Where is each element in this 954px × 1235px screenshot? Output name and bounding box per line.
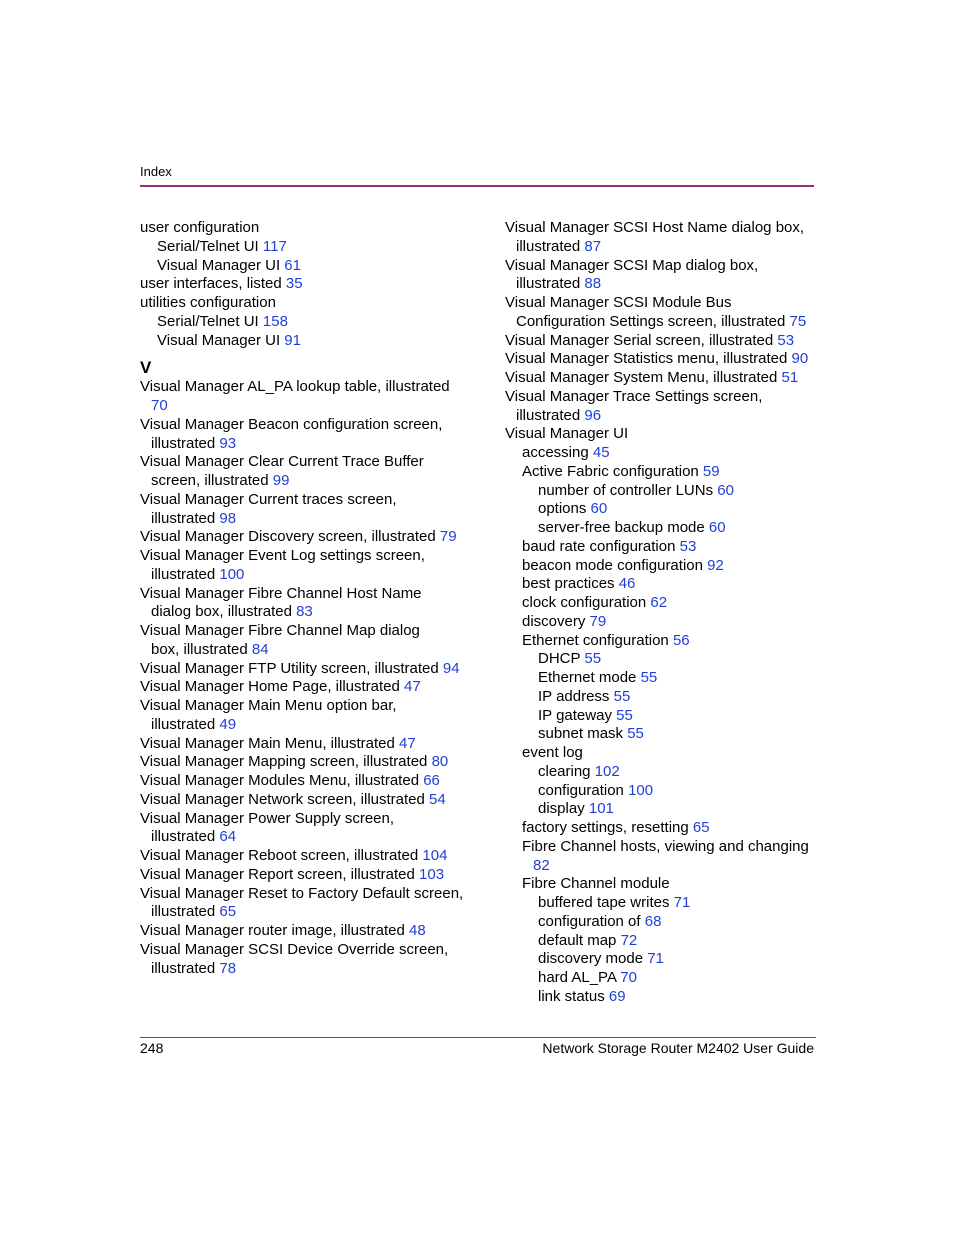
index-entry: Visual Manager Event Log settings screen, [140, 547, 425, 564]
page-link[interactable]: 84 [251, 640, 269, 658]
index-subentry: best practices 46 [522, 575, 636, 593]
index-column-right [505, 219, 815, 1007]
page-link[interactable]: 93 [219, 434, 237, 452]
page-link[interactable]: 75 [789, 312, 807, 330]
page-link[interactable]: 56 [672, 631, 690, 649]
index-subentry: Serial/Telnet UI 117 [157, 237, 287, 255]
index-subsubentry: IP gateway 55 [538, 706, 633, 724]
index-entry: Visual Manager Beacon configuration screen, [140, 415, 443, 433]
index-entry: Visual Manager SCSI Map dialog box, [505, 256, 759, 274]
page-link[interactable]: 55 [640, 669, 658, 686]
index-subentry: discovery 79 [522, 612, 607, 630]
index-subentry: factory settings, resetting 65 [522, 819, 710, 836]
page-link[interactable]: 79 [439, 528, 457, 546]
index-entry-continuation: illustrated 96 [516, 406, 602, 424]
page-link[interactable]: 54 [429, 790, 446, 808]
index-subsubentry: hard AL_PA 70 [538, 969, 637, 986]
page-link[interactable]: 87 [584, 237, 602, 255]
index-subentry: Fibre Channel module [522, 875, 670, 893]
page-link[interactable]: 70 [620, 969, 637, 986]
page-link[interactable]: 82 [533, 856, 550, 874]
page-link[interactable]: 98 [219, 509, 237, 527]
index-entry: Visual Manager System Menu, illustrated 51 [505, 369, 799, 386]
index-entry-continuation: illustrated 98 [151, 509, 237, 527]
index-subsubentry: Ethernet mode 55 [538, 669, 658, 686]
index-subentry: baud rate configuration 53 [522, 537, 697, 555]
index-entry: Visual Manager SCSI Device Override screen, [140, 940, 449, 958]
page-link[interactable]: 72 [620, 931, 638, 949]
index-subsubentry: configuration of 68 [538, 912, 662, 930]
page-link[interactable]: 55 [616, 706, 633, 724]
index-subsubentry: configuration 100 [538, 781, 654, 799]
index-entry: Visual Manager Fibre Channel Host Name [140, 584, 422, 602]
footer-rule [140, 1037, 816, 1038]
page-link[interactable]: 55 [613, 687, 631, 705]
page-link[interactable]: 48 [409, 922, 426, 939]
page-link[interactable]: 70 [151, 397, 168, 414]
index-entry: Visual Manager Trace Settings screen, [505, 387, 763, 405]
page-link[interactable]: 100 [219, 565, 245, 583]
page-link[interactable]: 79 [589, 612, 607, 630]
index-entry-continuation: illustrated 64 [151, 828, 237, 846]
index-entry: Visual Manager Network screen, illustrated 54 [140, 790, 446, 808]
index-subsubentry: DHCP 55 [538, 650, 602, 668]
page-link[interactable]: 60 [717, 481, 734, 499]
index-entry: Visual Manager Main Menu, illustrated 47 [140, 734, 416, 752]
page-link[interactable]: 65 [219, 903, 237, 921]
page-link[interactable]: 94 [442, 659, 460, 677]
page-link[interactable]: 35 [285, 275, 303, 293]
page-link[interactable]: 53 [777, 331, 795, 349]
index-entry-continuation: dialog box, illustrated 83 [151, 603, 313, 621]
index-entry-continuation [140, 397, 470, 416]
index-subsubentry: default map 72 [538, 931, 638, 949]
page-number: 248 [140, 1040, 164, 1056]
book-title: Network Storage Router M2402 User Guide [542, 1040, 814, 1056]
index-entry: Visual Manager Reboot screen, illustrated 104 [140, 847, 448, 864]
index-entry: Visual Manager Serial screen, illustrated 53 [505, 331, 795, 349]
index-entry: user interfaces, listed 35 [140, 275, 303, 293]
index-subsubentry: subnet mask 55 [538, 725, 644, 743]
index-entry-continuation: illustrated 93 [151, 434, 237, 452]
page-link[interactable]: 117 [262, 237, 287, 255]
page-link[interactable]: 104 [422, 847, 448, 864]
page-link[interactable]: 68 [644, 912, 662, 930]
index-entry: Visual Manager UI [505, 425, 629, 443]
index-entry-continuation: illustrated 100 [151, 565, 245, 583]
page-link[interactable]: 53 [679, 537, 697, 555]
running-header: Index [140, 164, 172, 179]
section-letter: V [140, 358, 152, 378]
index-entry-continuation: screen, illustrated 99 [151, 472, 290, 489]
page-link[interactable]: 69 [608, 987, 626, 1005]
index-entry: Visual Manager Modules Menu, illustrated 66 [140, 772, 440, 789]
index-subentry: Fibre Channel hosts, viewing and changing [522, 837, 809, 855]
page-link[interactable]: 60 [590, 500, 608, 518]
index-entry: Visual Manager Current traces screen, [140, 490, 397, 508]
index-entry: user configuration [140, 219, 260, 236]
page-link[interactable]: 55 [584, 650, 602, 668]
page-link[interactable]: 61 [284, 256, 301, 274]
index-entry-continuation: Configuration Settings screen, illustrated 75 [516, 312, 807, 330]
index-entry: Visual Manager SCSI Host Name dialog box, [505, 219, 805, 236]
page-link[interactable]: 100 [628, 781, 654, 799]
page-link[interactable]: 71 [673, 894, 691, 911]
page-link[interactable]: 80 [431, 753, 449, 771]
index-subsubentry: IP address 55 [538, 687, 631, 705]
index-subsubentry: server-free backup mode 60 [538, 519, 726, 536]
index-subsubentry: display 101 [538, 800, 614, 818]
page-link[interactable]: 96 [584, 406, 602, 424]
page-link[interactable]: 49 [219, 715, 237, 733]
index-subentry: Ethernet configuration 56 [522, 631, 690, 649]
page-link[interactable]: 101 [588, 800, 614, 818]
header-rule [140, 185, 814, 187]
index-subsubentry: number of controller LUNs 60 [538, 481, 734, 499]
index-subentry: Active Fabric configuration 59 [522, 462, 720, 480]
page-link[interactable]: 103 [419, 865, 445, 883]
page-link[interactable]: 90 [791, 350, 809, 368]
index-entry-continuation: illustrated 87 [516, 237, 602, 255]
index-subsubentry: link status 69 [538, 987, 626, 1005]
page-link[interactable]: 59 [702, 462, 720, 480]
index-subentry: Visual Manager UI 91 [157, 331, 301, 349]
index-entry: Visual Manager Reset to Factory Default screen, [140, 884, 464, 902]
index-entry: Visual Manager Discovery screen, illustrated 79 [140, 528, 457, 546]
index-entry: Visual Manager Fibre Channel Map dialog [140, 622, 420, 639]
index-subsubentry: discovery mode 71 [538, 950, 664, 968]
page-link[interactable]: 55 [627, 725, 644, 743]
index-entry-continuation: illustrated 49 [151, 715, 237, 733]
page-link[interactable]: 47 [399, 734, 416, 752]
page-link[interactable]: 71 [647, 950, 664, 968]
index-entry: Visual Manager Home Page, illustrated 47 [140, 678, 421, 696]
page-link[interactable]: 66 [423, 772, 440, 789]
page-link[interactable]: 91 [284, 331, 301, 349]
page-link[interactable]: 46 [618, 575, 636, 593]
index-entry: Visual Manager FTP Utility screen, illustrated 94 [140, 659, 460, 677]
index-subentry-continuation [505, 857, 815, 876]
index-entry: Visual Manager Main Menu option bar, [140, 697, 397, 714]
page-link[interactable]: 60 [708, 519, 726, 536]
index-entry: Visual Manager router image, illustrated 48 [140, 922, 426, 939]
index-subsubentry: options 60 [538, 500, 608, 518]
page-link[interactable]: 83 [296, 603, 313, 621]
page-link[interactable]: 88 [584, 275, 602, 293]
index-entry: Visual Manager Mapping screen, illustrated 80 [140, 753, 449, 771]
page-link[interactable]: 102 [594, 762, 620, 780]
page-link[interactable]: 64 [219, 828, 237, 846]
index-subentry: Visual Manager UI 61 [157, 256, 301, 274]
index-subsubentry: buffered tape writes 71 [538, 894, 691, 911]
index-subsubentry: clearing 102 [538, 762, 620, 780]
page-link[interactable]: 45 [592, 444, 610, 461]
index-entry: Visual Manager Clear Current Trace Buffer [140, 453, 424, 471]
page-link[interactable]: 51 [781, 369, 799, 386]
index-entry: Visual Manager Report screen, illustrated 103 [140, 865, 445, 883]
index-entry: Visual Manager Power Supply screen, [140, 809, 395, 827]
index-subentry: event log [522, 744, 583, 761]
page-link[interactable]: 78 [219, 959, 237, 977]
page-link[interactable]: 158 [262, 312, 288, 330]
index-subentry: Serial/Telnet UI 158 [157, 312, 288, 330]
page-link[interactable]: 92 [707, 556, 724, 574]
index-subentry: clock configuration 62 [522, 594, 668, 611]
page-link[interactable]: 62 [650, 594, 668, 611]
index-entry: Visual Manager SCSI Module Bus [505, 294, 732, 311]
page-link[interactable]: 65 [692, 819, 710, 836]
index-subentry: accessing 45 [522, 444, 610, 461]
index-column-left [140, 219, 470, 978]
page-link[interactable]: 47 [404, 678, 421, 696]
index-entry: Visual Manager Statistics menu, illustrated 90 [505, 350, 809, 368]
index-entry: utilities configuration [140, 294, 276, 311]
index-entry-continuation: illustrated 78 [151, 959, 237, 977]
index-entry: Visual Manager AL_PA lookup table, illustrated [140, 378, 450, 396]
index-subentry: beacon mode configuration 92 [522, 556, 724, 574]
index-entry-continuation: illustrated 65 [151, 903, 237, 921]
page-link[interactable]: 99 [272, 472, 290, 489]
index-entry-continuation: box, illustrated 84 [151, 640, 269, 658]
index-entry-continuation: illustrated 88 [516, 275, 602, 293]
